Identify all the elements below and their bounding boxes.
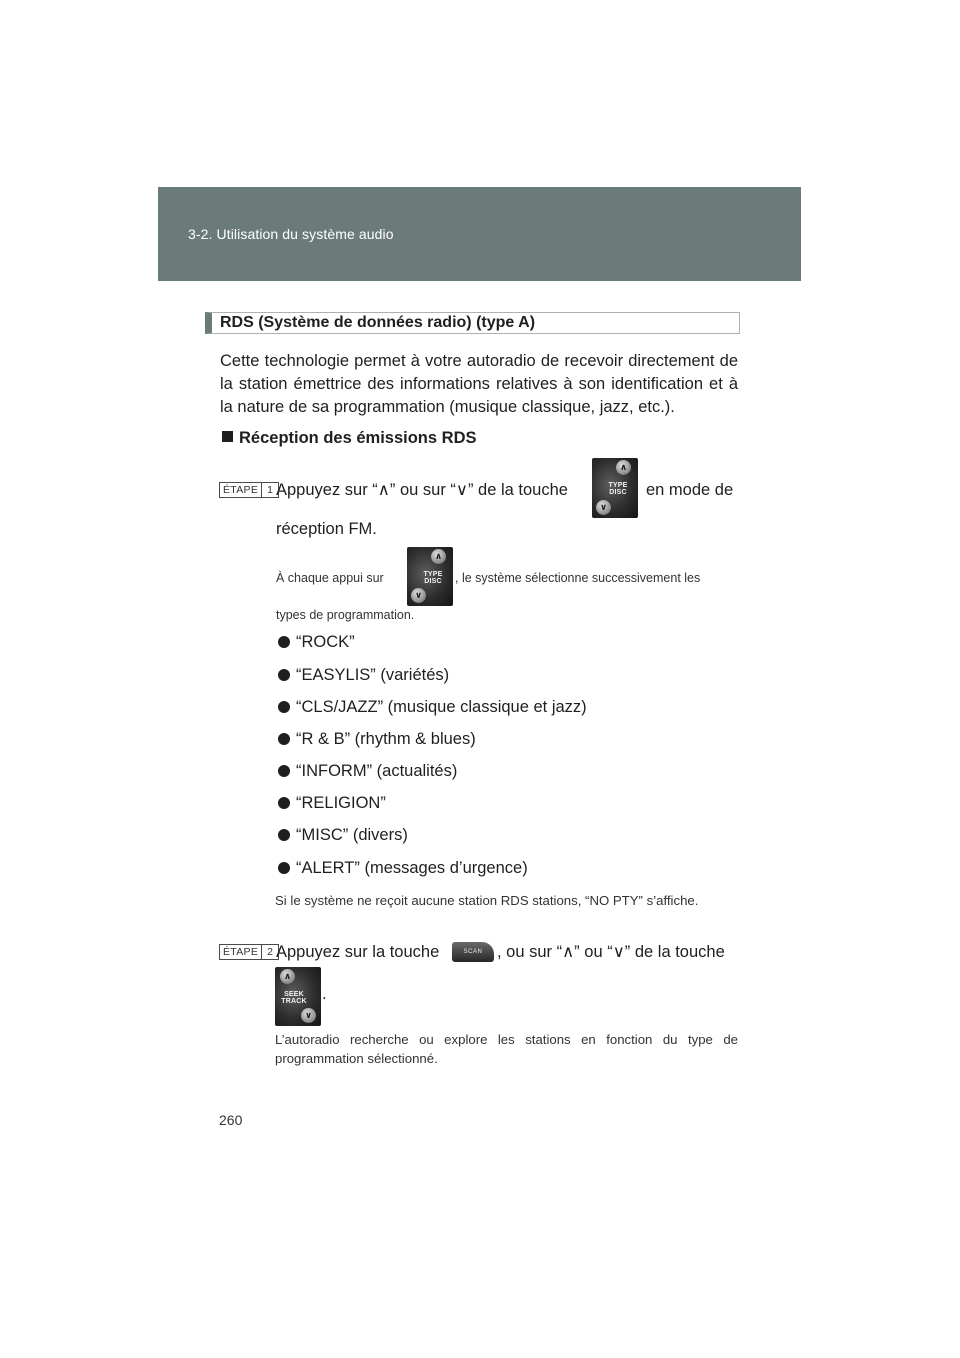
down-arrow-icon: ∨ [596,500,611,515]
scan-button: SCAN [452,942,494,962]
square-bullet-icon [222,431,233,442]
bullet-icon [278,829,290,841]
step-badge-number: 2 [261,945,278,959]
down-arrow-icon: ∨ [301,1008,316,1023]
list-item: “MISC” (divers) [278,824,408,846]
type-disc-label: TYPE DISC [608,482,628,496]
seek-track-button [275,967,321,1026]
subheading [222,429,477,448]
step-2-badge [219,944,279,960]
step-1-note-after: , le système sélectionne successivement les [455,571,701,585]
step-badge-number: 1 [261,483,278,497]
header-band [158,187,801,281]
list-item: “EASYLIS” (variétés) [278,664,449,686]
step-2-text-after: , ou sur “∧” ou “∨” de la touche [497,943,725,961]
list-item: “ALERT” (messages d’urgence) [278,857,528,879]
up-arrow-icon: ∧ [280,969,295,984]
step-badge-label: ÉTAPE [223,946,259,958]
section-title [205,312,740,334]
no-pty-note: Si le système ne reçoit aucune station RDS stations, “NO PTY” s’affiche. [275,893,699,908]
type-disc-button-small [407,547,453,606]
step-1-badge [219,482,279,498]
chapter-heading: 3-2. Utilisation du système audio [188,226,394,242]
up-arrow-icon: ∧ [431,549,446,564]
step-2-text-end: . [322,985,327,1003]
page-number: 260 [219,1112,243,1128]
bullet-icon [278,636,290,648]
step-1-text-line2: réception FM. [276,520,377,538]
step-2-note: L’autoradio recherche ou explore les stations en fonction du type de programmation sélectionné. [275,1032,738,1066]
list-item: “RELIGION” [278,792,386,814]
step-1-text-after: en mode de [646,481,734,499]
bullet-icon [278,862,290,874]
step-2-text: Appuyez sur la touche [276,943,440,961]
up-arrow-icon: ∧ [616,460,631,475]
bullet-icon [278,701,290,713]
subheading-text: Réception des émissions RDS [239,429,477,447]
step-badge-label: ÉTAPE [223,484,259,496]
bullet-icon [278,733,290,745]
intro-paragraph: Cette technologie permet à votre autoradio de recevoir directement de la station émettrice des informations relatives à son identification et à la nature de sa programmation (musique classique, jazz, etc.). [220,352,738,416]
seek-track-label: SEEK TRACK [281,991,307,1005]
type-disc-label: TYPE DISC [423,571,443,585]
list-item: “R & B” (rhythm & blues) [278,728,476,750]
list-item: “INFORM” (actualités) [278,760,457,782]
step-1-text: Appuyez sur “∧” ou sur “∨” de la touche [276,481,568,499]
list-item: “CLS/JAZZ” (musique classique et jazz) [278,696,587,718]
section-title-text: RDS (Système de données radio) (type A) [220,314,536,331]
bullet-icon [278,797,290,809]
down-arrow-icon: ∨ [411,588,426,603]
step-1-note-line2: types de programmation. [276,608,415,622]
type-disc-button [592,458,638,518]
bullet-icon [278,765,290,777]
bullet-icon [278,669,290,681]
list-item: “ROCK” [278,631,355,653]
step-1-note: À chaque appui sur [276,571,384,585]
